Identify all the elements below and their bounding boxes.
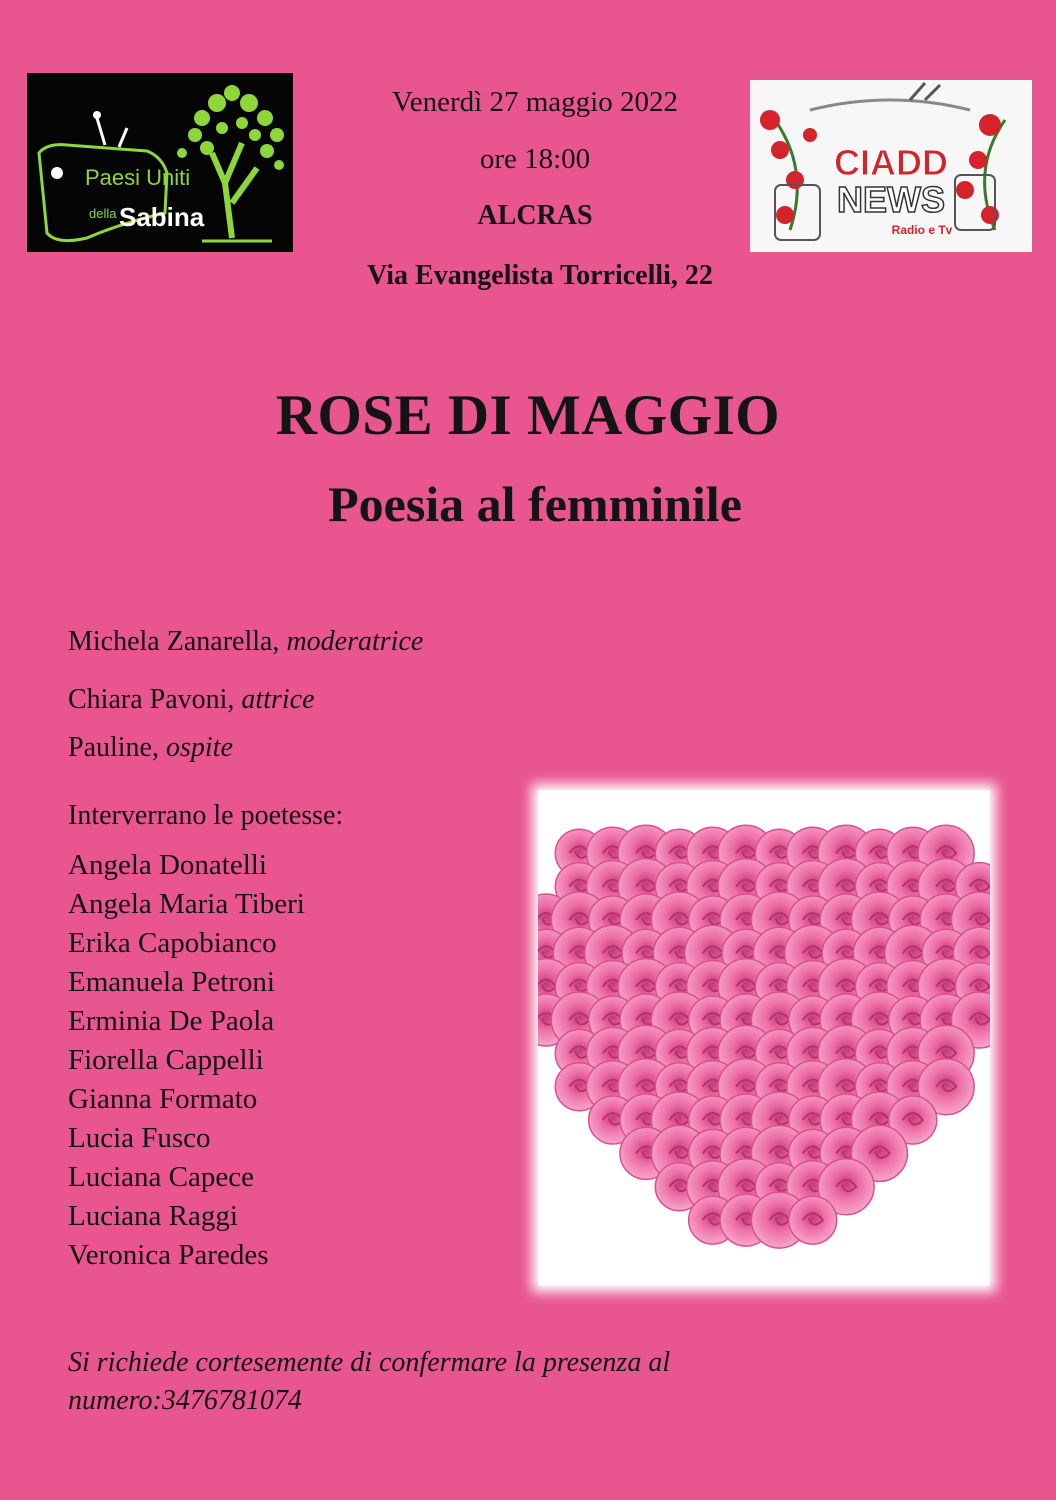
- footer-note: [68, 1344, 968, 1420]
- host-name: Chiara Pavoni,: [68, 684, 235, 715]
- svg-text:Radio e Tv: Radio e Tv: [891, 223, 953, 237]
- tree-tv-icon: [27, 73, 293, 252]
- host-role: attrice: [241, 684, 315, 715]
- host-line: [68, 732, 233, 764]
- host-role: moderatrice: [286, 626, 424, 657]
- svg-text:CIADD: CIADD: [834, 142, 948, 183]
- host-line: [68, 684, 315, 716]
- poet-name: Luciana Raggi: [68, 1200, 238, 1232]
- poets-intro: Interverrano le poetesse:: [68, 800, 344, 831]
- event-venue: ALCRAS: [477, 200, 593, 231]
- host-name: Pauline,: [68, 732, 159, 763]
- poet-name: Veronica Paredes: [68, 1239, 269, 1271]
- paesi-uniti-logo: [27, 73, 293, 252]
- poet-name: Erminia De Paola: [68, 1005, 275, 1037]
- poet-name: Emanuela Petroni: [68, 966, 275, 998]
- poster-subtitle: Poesia al femminile: [328, 476, 742, 532]
- footer-line-1: Si richiede cortesemente di confermare la presenza al: [68, 1347, 671, 1378]
- event-date: Venerdì 27 maggio 2022: [392, 86, 678, 118]
- poet-name: Erika Capobianco: [68, 927, 277, 959]
- svg-text:NEWS: NEWS: [837, 179, 945, 220]
- poet-name: Angela Donatelli: [68, 849, 267, 881]
- roses-tv-icon: [750, 80, 1032, 252]
- rose: [789, 1196, 837, 1244]
- host-line: [68, 626, 423, 658]
- host-role: ospite: [166, 732, 233, 763]
- svg-text:Sabina: Sabina: [119, 202, 205, 232]
- poet-name: Lucia Fusco: [68, 1122, 211, 1154]
- poster-title: ROSE DI MAGGIO: [275, 384, 781, 447]
- svg-text:della: della: [89, 206, 117, 221]
- event-address: Via Evangelista Torricelli, 22: [367, 260, 713, 291]
- host-name: Michela Zanarella,: [68, 626, 280, 657]
- svg-text:Paesi Uniti: Paesi Uniti: [85, 165, 191, 190]
- poet-name: Gianna Formato: [68, 1083, 258, 1115]
- poet-name: Fiorella Cappelli: [68, 1044, 264, 1076]
- footer-line-2: numero:3476781074: [68, 1385, 302, 1416]
- poet-name: Angela Maria Tiberi: [68, 888, 305, 920]
- poet-name: Luciana Capece: [68, 1161, 254, 1193]
- rose-heart-image: [538, 790, 990, 1286]
- poets-list: [68, 846, 305, 1275]
- ciadd-news-logo: [750, 80, 1032, 252]
- event-time: ore 18:00: [479, 143, 591, 175]
- rose-heart-icon: [538, 790, 990, 1286]
